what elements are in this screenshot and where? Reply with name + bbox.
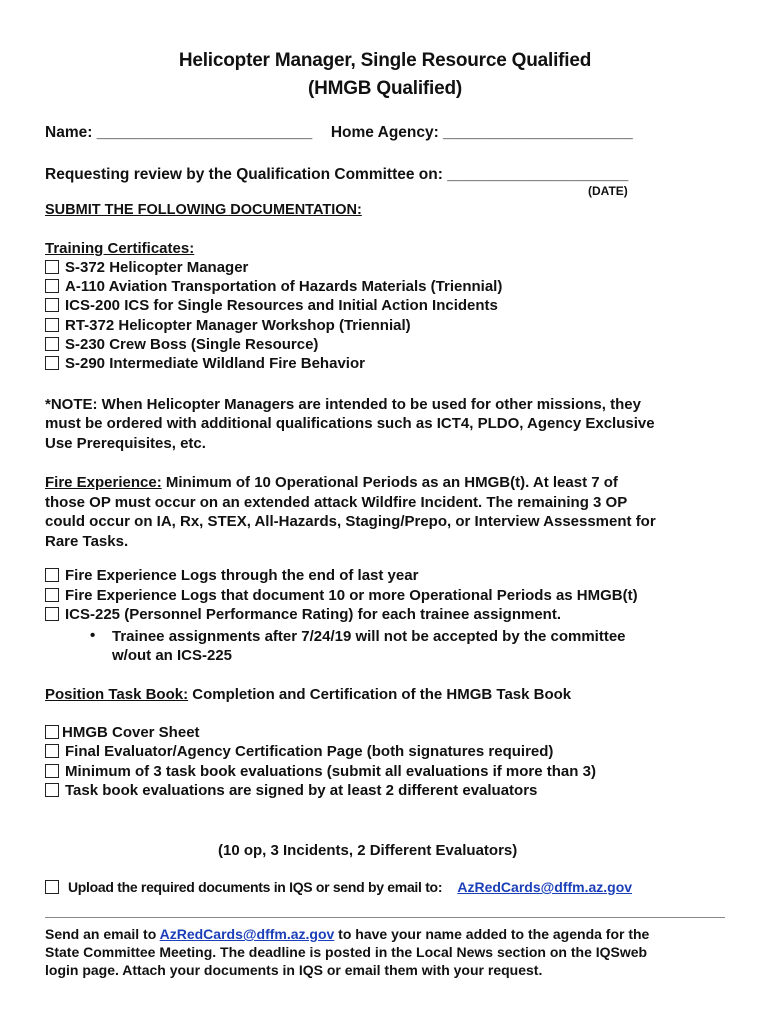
review-row bbox=[45, 166, 628, 184]
name-row bbox=[45, 124, 633, 142]
checklist-item: RT-372 Helicopter Manager Workshop (Triennial) bbox=[45, 317, 411, 334]
checkbox[interactable] bbox=[45, 588, 59, 602]
submit-heading: SUBMIT THE FOLLOWING DOCUMENTATION: bbox=[45, 202, 362, 218]
training-heading: Training Certificates: bbox=[45, 240, 195, 257]
checklist-item: Fire Experience Logs that document 10 or more Operational Periods as HMGB(t) bbox=[45, 587, 638, 604]
email-link[interactable]: AzRedCards@dffm.az.gov bbox=[457, 879, 633, 895]
checkbox[interactable] bbox=[45, 260, 59, 274]
checkbox[interactable] bbox=[45, 318, 59, 332]
checkbox[interactable] bbox=[45, 356, 59, 370]
date-caption: (DATE) bbox=[588, 184, 628, 198]
checklist-item: Final Evaluator/Agency Certification Page (both signatures required) bbox=[45, 743, 553, 760]
note-line: must be ordered with additional qualifications such as ICT4, PLDO, Agency Exclusive bbox=[45, 415, 655, 432]
name-field[interactable]: _________________________ bbox=[96, 124, 313, 141]
task-book-line: Position Task Book: Completion and Certification of the HMGB Task Book bbox=[45, 686, 572, 703]
email-link[interactable]: AzRedCards@dffm.az.gov bbox=[159, 926, 335, 942]
footer-line: login page. Attach your documents in IQS or email them with your request. bbox=[45, 962, 543, 978]
footer-line: Send an email to AzRedCards@dffm.az.gov to have your name added to the agenda for the bbox=[45, 926, 650, 942]
checklist-item: Minimum of 3 task book evaluations (submit all evaluations if more than 3) bbox=[45, 763, 596, 780]
page-subtitle: (HMGB Qualified) bbox=[307, 78, 463, 99]
home-agency-label: Home Agency: bbox=[330, 124, 439, 141]
checklist-item: ICS-225 (Personnel Performance Rating) for each trainee assignment. bbox=[45, 606, 561, 623]
checkbox[interactable] bbox=[45, 568, 59, 582]
checkbox[interactable] bbox=[45, 337, 59, 351]
note-line: Use Prerequisites, etc. bbox=[45, 435, 206, 452]
divider bbox=[45, 917, 725, 918]
checklist-item: A-110 Aviation Transportation of Hazards Materials (Triennial) bbox=[45, 278, 502, 295]
checkbox[interactable] bbox=[45, 764, 59, 778]
name-label: Name: bbox=[45, 124, 93, 141]
review-date-field[interactable]: _____________________ bbox=[447, 166, 629, 183]
checklist-item: Task book evaluations are signed by at least 2 different evaluators bbox=[45, 782, 537, 799]
checklist-item: S-230 Crew Boss (Single Resource) bbox=[45, 336, 318, 353]
home-agency-field[interactable]: ______________________ bbox=[443, 124, 633, 141]
checkbox[interactable] bbox=[45, 744, 59, 758]
checkbox[interactable] bbox=[45, 880, 59, 894]
note-line: *NOTE: When Helicopter Managers are intended to be used for other missions, they bbox=[45, 396, 641, 413]
fire-experience-line: could occur on IA, Rx, STEX, All-Hazards, Staging/Prepo, or Interview Assessment for bbox=[45, 513, 656, 530]
checklist-item: ICS-200 ICS for Single Resources and Initial Action Incidents bbox=[45, 297, 498, 314]
checklist-item: S-372 Helicopter Manager bbox=[45, 259, 248, 276]
checkbox[interactable] bbox=[45, 298, 59, 312]
fire-experience-line: Rare Tasks. bbox=[45, 533, 129, 550]
checkbox[interactable] bbox=[45, 783, 59, 797]
page-title: Helicopter Manager, Single Resource Qualified bbox=[178, 50, 592, 71]
checklist-item: Fire Experience Logs through the end of last year bbox=[45, 567, 418, 584]
footer-line: State Committee Meeting. The deadline is posted in the Local News section on the IQSweb bbox=[45, 944, 648, 960]
checkbox[interactable] bbox=[45, 607, 59, 621]
checklist-item: S-290 Intermediate Wildland Fire Behavior bbox=[45, 355, 365, 372]
checklist-item: HMGB Cover Sheet bbox=[45, 724, 200, 741]
fire-experience-line: those OP must occur on an extended attack Wildfire Incident. The remaining 3 OP bbox=[45, 494, 628, 511]
review-label: Requesting review by the Qualification Committee on: bbox=[45, 166, 443, 183]
bullet-line: w/out an ICS-225 bbox=[112, 647, 233, 664]
bullet-icon: • bbox=[90, 627, 96, 644]
bullet-line: Trainee assignments after 7/24/19 will not be accepted by the committee bbox=[112, 628, 626, 645]
summary-text: (10 op, 3 Incidents, 2 Different Evaluators) bbox=[218, 842, 518, 859]
fire-experience-heading: Fire Experience: bbox=[45, 474, 162, 491]
fire-experience-line: Fire Experience: Minimum of 10 Operational Periods as an HMGB(t). At least 7 of bbox=[45, 474, 618, 491]
checkbox[interactable] bbox=[45, 725, 59, 739]
upload-row bbox=[45, 879, 632, 895]
upload-text: Upload the required documents in IQS or send by email to: bbox=[68, 879, 443, 895]
task-book-heading: Position Task Book: bbox=[45, 686, 189, 703]
checkbox[interactable] bbox=[45, 279, 59, 293]
